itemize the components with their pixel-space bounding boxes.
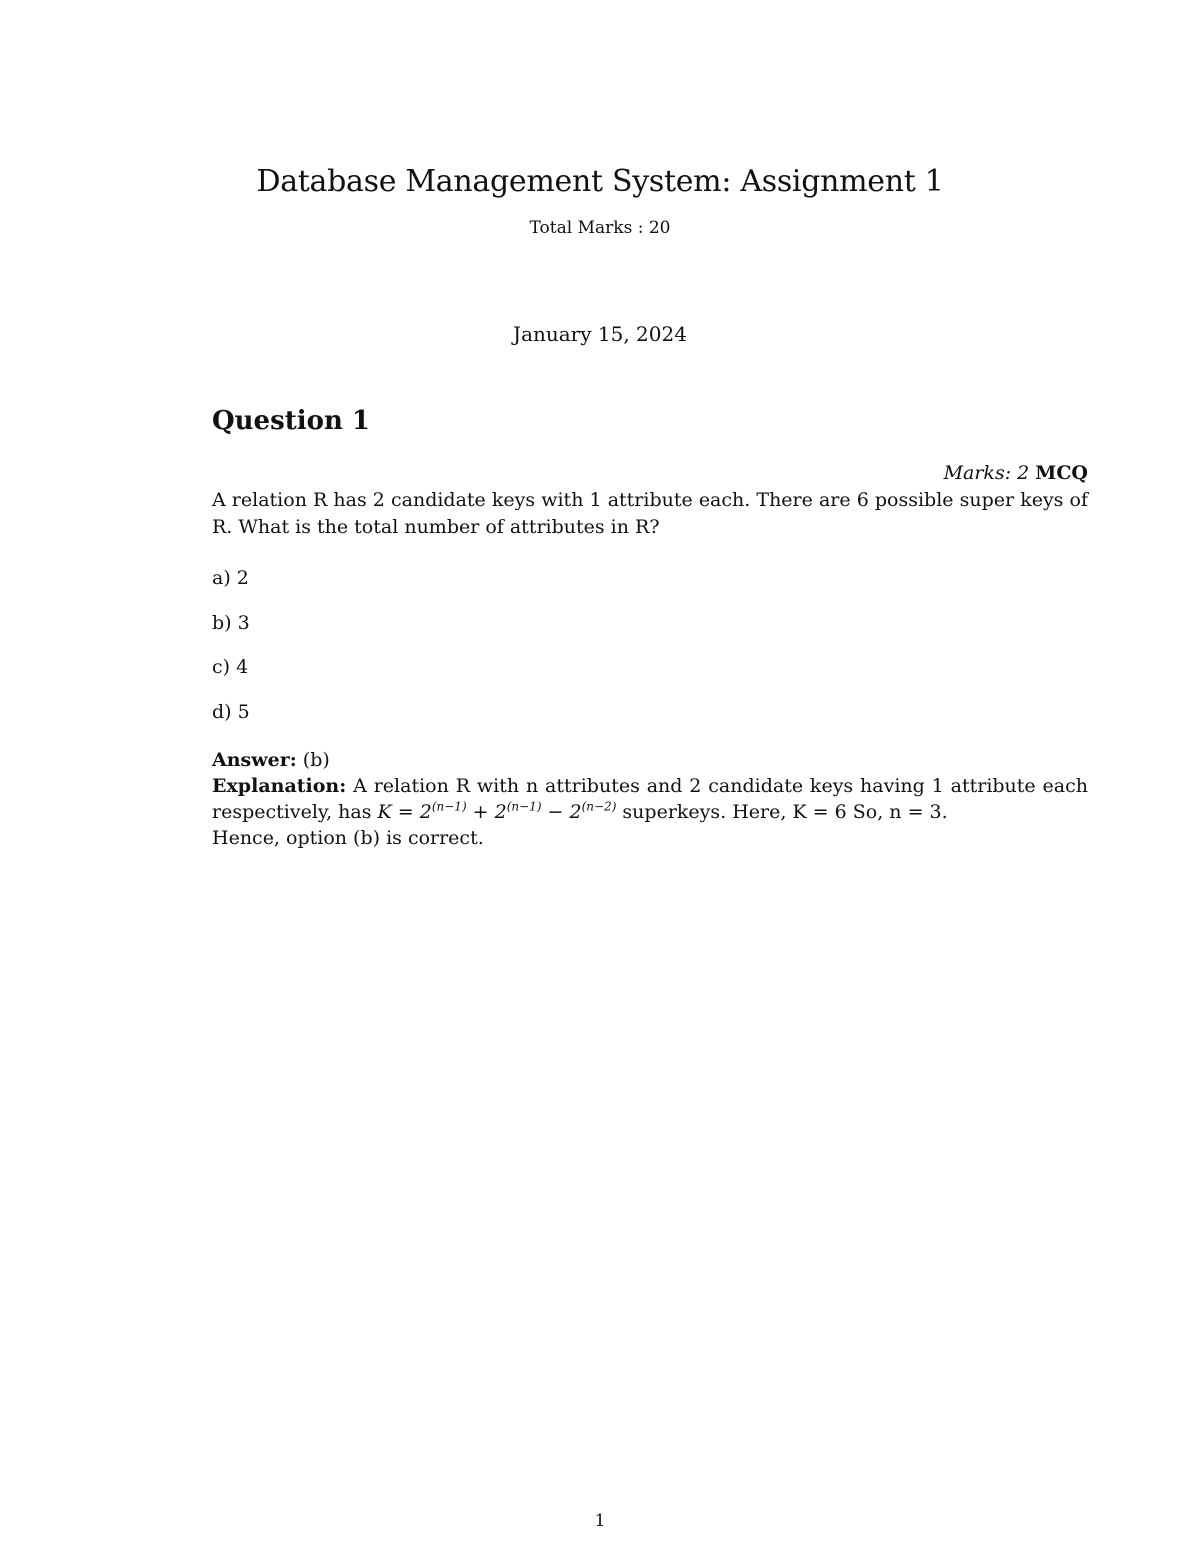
document-date: January 15, 2024 [513,322,687,346]
option-label: d) [212,700,232,723]
option-value: 3 [237,611,250,634]
question-text: A relation R has 2 candidate keys with 1 attribute each. There are 6 possible super keys of R. What is the total number of attributes in R? [212,489,1088,538]
marks-label: Marks: 2 [943,462,1030,484]
conclusion: Hence, option (b) is correct. [212,827,484,849]
option-c [212,655,250,700]
option-value: 2 [236,567,249,589]
answer-block [212,747,1088,851]
formula [378,801,617,823]
option-d [212,700,250,745]
option-label: a) [212,567,231,589]
explanation [212,773,1088,825]
options-list [212,566,250,744]
option-a [212,566,250,611]
formula-exp-1: (n−1) [431,799,467,814]
formula-exp-3: (n−2) [581,799,617,814]
total-marks: Total Marks : 20 [529,218,671,238]
formula-lhs: K = 2 [377,801,432,823]
explanation-label: Explanation: [212,775,347,797]
formula-minus: − 2 [541,801,582,823]
page-number: 1 [594,1511,606,1531]
formula-plus: + 2 [466,801,507,823]
option-value: 4 [236,656,249,678]
answer-label: Answer: [212,749,297,771]
option-label: b) [212,611,232,634]
answer-line [212,747,1088,773]
document-title: Database Management System: Assignment 1 [256,164,944,199]
explanation-tail: superkeys. Here, K = 6 So, n = 3. [622,801,948,823]
answer-value: (b) [302,749,330,771]
option-b [212,611,250,656]
explanation-intro: A relation R with n attributes and 2 candidate keys having 1 attribute each respectively, has [212,775,1088,823]
marks-type: MCQ [1035,462,1088,484]
option-label: c) [212,656,231,678]
marks-line [944,462,1088,484]
option-value: 5 [237,700,250,723]
question-heading: Question 1 [212,406,371,436]
formula-exp-2: (n−1) [506,799,542,814]
